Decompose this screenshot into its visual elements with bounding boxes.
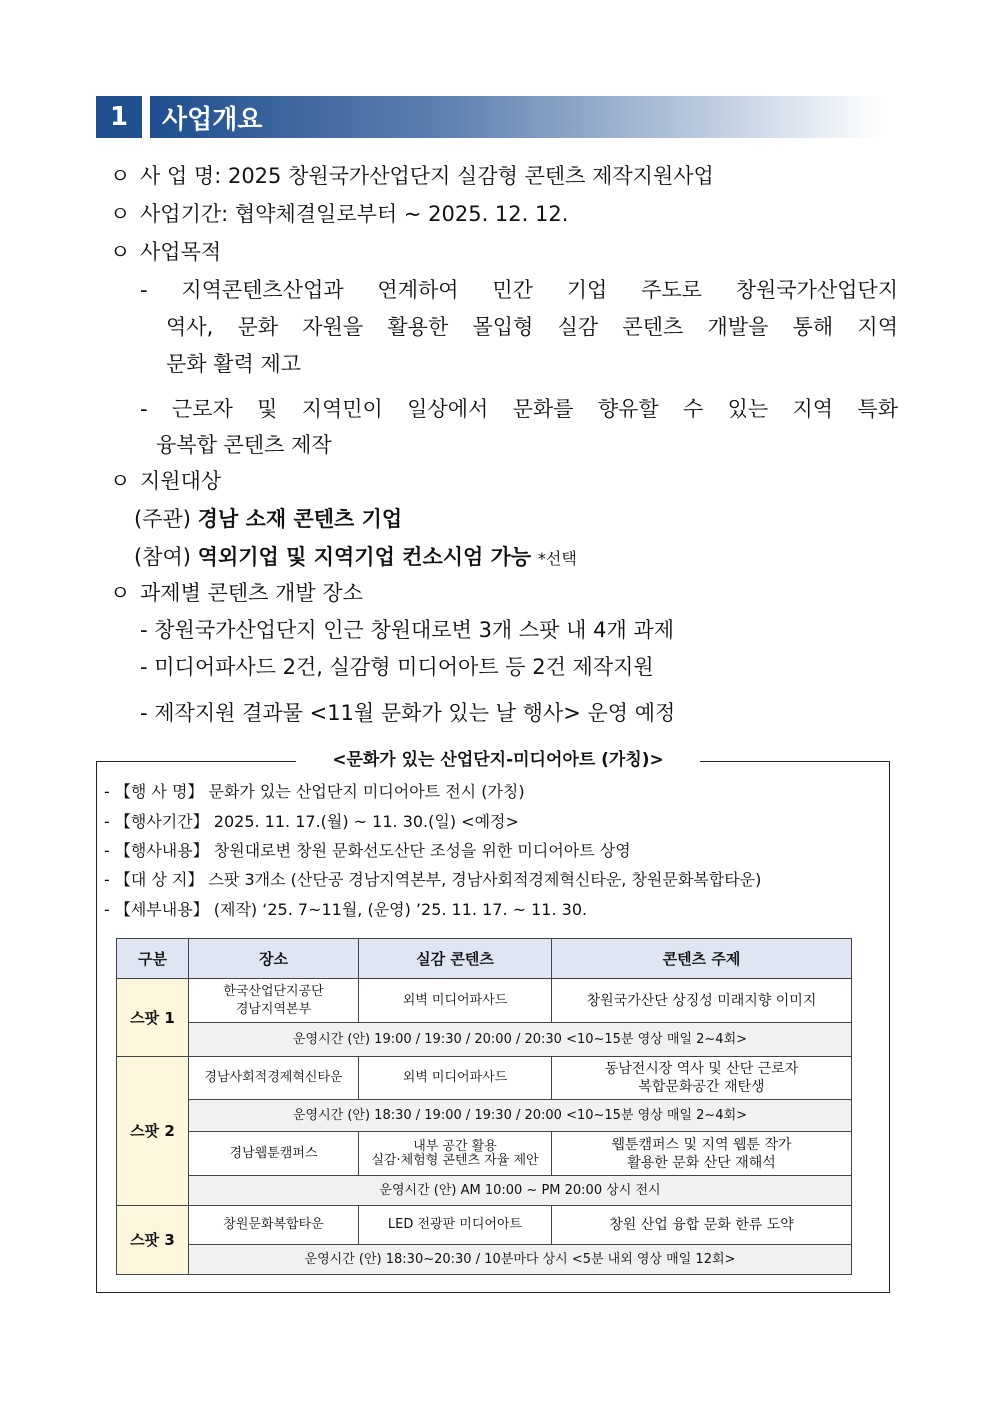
table-header-cell: 콘텐츠 주제 [552, 939, 852, 979]
event-info-line [104, 869, 761, 891]
section-title: 사업개요 [150, 96, 884, 138]
purpose-line: - 지역콘텐츠산업과 연계하여 민간 기업 주도로 창원국가산업단지 [140, 278, 898, 302]
business-purpose-item [110, 238, 221, 266]
dev-line: - 창원국가산업단지 인근 창원대로변 3개 스팟 내 4개 과제 [140, 618, 674, 642]
event-info-line [104, 781, 525, 803]
event-info-label: - 【행사내용】 [104, 841, 209, 860]
business-period-item [110, 200, 568, 228]
host-label: (주관) [134, 507, 191, 531]
participant-label: (참여) [134, 545, 191, 569]
purpose-line: 문화 활력 제고 [166, 352, 302, 376]
table-header-cell: 실감 콘텐츠 [359, 939, 552, 979]
ops-time-cell: 운영시간 (안) 19:00 / 19:30 / 20:00 / 20:30 <10~15분 영상 매일 2~4회> [189, 1023, 852, 1057]
bullet: ㅇ [110, 164, 131, 188]
ops-time-cell: 운영시간 (안) 18:30~20:30 / 10분마다 상시 <5분 내외 영상 매일 12회> [189, 1245, 852, 1275]
purpose-line: 융복합 콘텐츠 제작 [156, 433, 332, 457]
event-info-line [104, 811, 519, 833]
table-row [117, 1206, 852, 1245]
table-header-cell: 구분 [117, 939, 189, 979]
spot-label: 스팟 2 [117, 1057, 189, 1206]
spot-label: 스팟 3 [117, 1206, 189, 1275]
participant-value: 역외기업 및 지역기업 컨소시엄 가능 [197, 545, 532, 569]
table-row [117, 1132, 852, 1176]
purpose-line: 역사, 문화 자원을 활용한 몰입형 실감 콘텐츠 개발을 통해 지역 [166, 315, 898, 339]
event-info-label: - 【행사기간】 [104, 812, 209, 831]
theme-line: 활용한 문화 산단 재해석 [627, 1154, 776, 1171]
host-line [134, 505, 402, 533]
support-target-title: 지원대상 [140, 469, 222, 493]
event-info-label: - 【대 상 지】 [104, 870, 204, 889]
event-info-value: 2025. 11. 17.(월) ~ 11. 30.(일) <예정> [213, 812, 519, 831]
theme-cell: 창원 산업 융합 문화 한류 도약 [552, 1206, 852, 1245]
table-row [117, 1176, 852, 1206]
host-value: 경남 소재 콘텐츠 기업 [197, 507, 403, 531]
content-line: 실감·체험형 콘텐츠 자율 제안 [371, 1152, 539, 1168]
dev-place-title: 과제별 콘텐츠 개발 장소 [140, 581, 363, 605]
bullet: ㅇ [110, 581, 131, 605]
theme-cell: 창원국가산단 상징성 미래지향 이미지 [552, 979, 852, 1023]
content-line: 내부 공간 활용 [413, 1138, 497, 1154]
event-box-title: <문화가 있는 산업단지-미디어아트 (가칭)> [296, 746, 700, 774]
section-number: 1 [96, 96, 142, 138]
theme-line: 웹툰캠퍼스 및 지역 웹툰 작가 [611, 1136, 792, 1153]
dev-line: - 미디어파사드 2건, 실감형 미디어아트 등 2건 제작지원 [140, 655, 654, 679]
business-name-text: 사 업 명: 2025 창원국가산업단지 실감형 콘텐츠 제작지원사업 [140, 164, 714, 188]
content-cell: 외벽 미디어파사드 [359, 979, 552, 1023]
place-line: 한국산업단지공단 [223, 983, 324, 999]
content-cell: LED 전광판 미디어아트 [359, 1206, 552, 1245]
event-info-value: 문화가 있는 산업단지 미디어아트 전시 (가칭) [208, 782, 525, 801]
content-cell: 외벽 미디어파사드 [359, 1057, 552, 1100]
event-info-value: (제작) ‘25. 7~11월, (운영) ’25. 11. 17. ~ 11. 30. [213, 900, 588, 919]
participant-note: *선택 [537, 549, 577, 568]
participant-line [134, 543, 577, 573]
support-target-item [110, 467, 221, 495]
spot-table [116, 938, 852, 1275]
table-row [117, 1100, 852, 1132]
event-info-label: - 【세부내용】 [104, 900, 209, 919]
place-cell [189, 979, 359, 1023]
event-info-value: 창원대로변 창원 문화선도산단 조성을 위한 미디어아트 상영 [213, 841, 631, 860]
spot-label: 스팟 1 [117, 979, 189, 1057]
event-info-label: - 【행 사 명】 [104, 782, 204, 801]
business-name-item [110, 162, 714, 190]
table-row [117, 1057, 852, 1100]
place-cell: 창원문화복합타운 [189, 1206, 359, 1245]
business-period-text: 사업기간: 협약체결일로부터 ~ 2025. 12. 12. [140, 202, 569, 226]
bullet: ㅇ [110, 202, 131, 226]
ops-time-cell: 운영시간 (안) 18:30 / 19:00 / 19:30 / 20:00 <10~15분 영상 매일 2~4회> [189, 1100, 852, 1132]
table-row [117, 1245, 852, 1275]
table-row [117, 979, 852, 1023]
dev-line: - 제작지원 결과물 <11월 문화가 있는 날 행사> 운영 예정 [140, 701, 676, 725]
event-info-value: 스팟 3개소 (산단공 경남지역본부, 경남사회적경제혁신타운, 창원문화복합타운) [208, 870, 762, 889]
theme-cell [552, 1132, 852, 1176]
theme-line: 동남전시장 역사 및 산단 근로자 [604, 1061, 799, 1077]
table-header-row [117, 939, 852, 979]
table-header-cell: 장소 [189, 939, 359, 979]
place-cell: 경남사회적경제혁신타운 [189, 1057, 359, 1100]
bullet: ㅇ [110, 469, 131, 493]
content-cell [359, 1132, 552, 1176]
place-line: 경남지역본부 [235, 1001, 312, 1017]
theme-cell [552, 1057, 852, 1100]
ops-time-cell: 운영시간 (안) AM 10:00 ~ PM 20:00 상시 전시 [189, 1176, 852, 1206]
purpose-line: - 근로자 및 지역민이 일상에서 문화를 향유할 수 있는 지역 특화 [140, 397, 898, 421]
dev-place-item [110, 579, 363, 607]
place-cell: 경남웹툰캠퍼스 [189, 1132, 359, 1176]
bullet: ㅇ [110, 240, 131, 264]
table-row [117, 1023, 852, 1057]
event-info-line [104, 899, 587, 921]
theme-line: 복합문화공간 재탄생 [638, 1079, 765, 1095]
event-info-line [104, 840, 631, 862]
business-purpose-title: 사업목적 [140, 240, 222, 264]
section-header [96, 96, 884, 138]
